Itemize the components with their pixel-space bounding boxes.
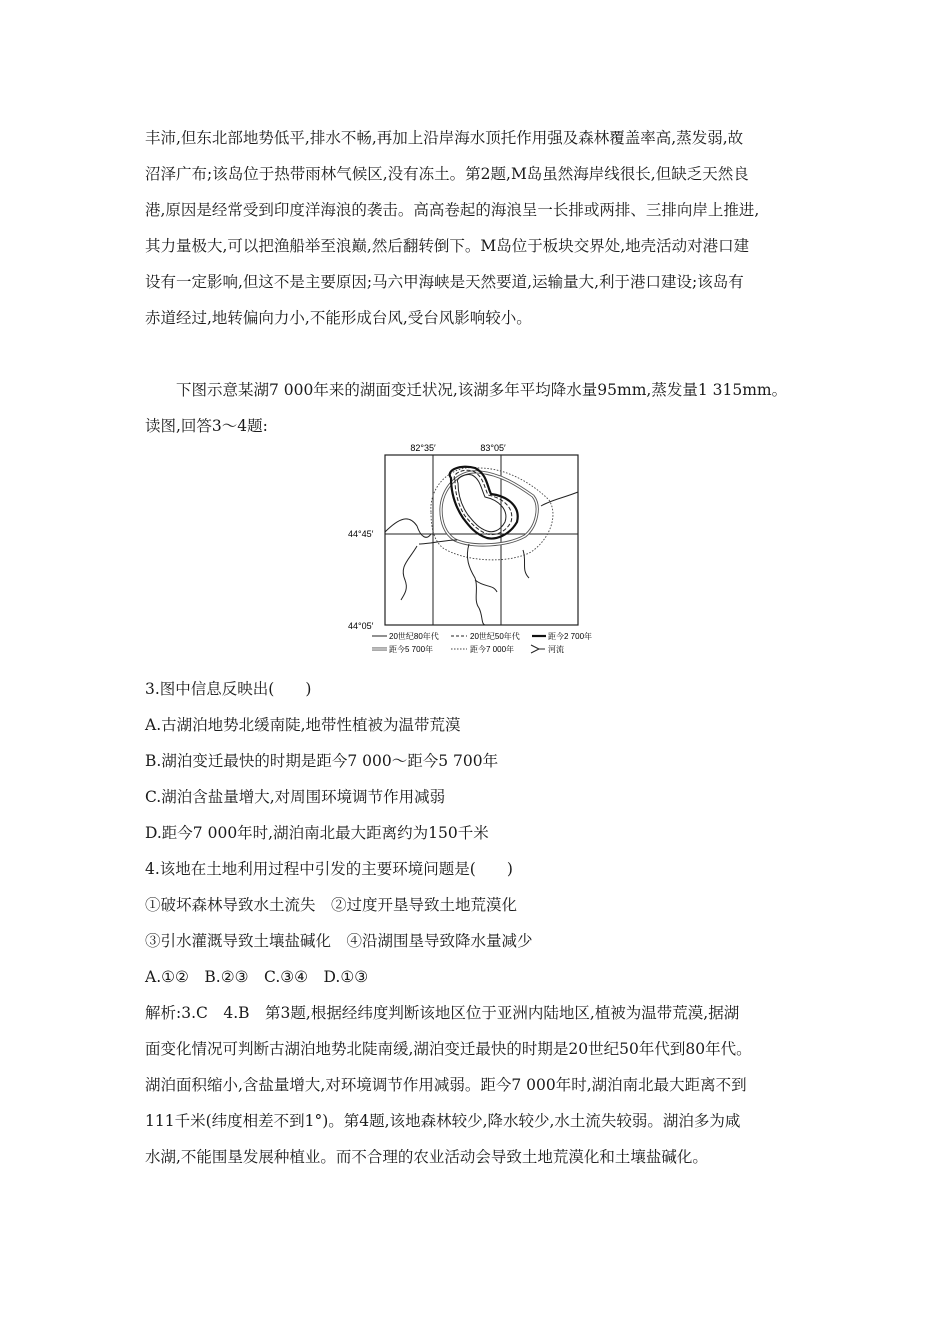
analysis-line: 面变化情况可判断古湖泊地势北陡南缓,湖泊变迁最快的时期是20世纪50年代到80年代。 — [145, 1040, 752, 1058]
legend-label: 距今2 700年 — [548, 632, 593, 641]
legend-label: 距今7 000年 — [470, 645, 515, 654]
legend-label: 距今5 700年 — [389, 645, 434, 654]
intro-line: 设有一定影响,但这不是主要原因;马六甲海峡是天然要道,运输量大,利于港口建设;该岛有 — [145, 273, 744, 291]
analysis-paragraph — [145, 995, 810, 1175]
question-4-choices: A.①② B.②③ C.③④ D.①③ — [145, 968, 369, 986]
question-4-stem: 4.该地在土地利用过程中引发的主要环境问题是( ) — [145, 860, 513, 878]
river — [541, 492, 578, 506]
river-icon — [531, 645, 545, 653]
question-3-stem: 3.图中信息反映出( ) — [145, 680, 312, 698]
intro-line: 丰沛,但东北部地势低平,排水不畅,再加上沿岸海水顶托作用强及森林覆盖率高,蒸发弱,故 — [145, 129, 744, 147]
intro-line: 港,原因是经常受到印度洋海浪的袭击。高高卷起的海浪呈一长排或两排、三排向岸上推进, — [145, 201, 760, 219]
legend-label: 20世纪50年代 — [470, 632, 520, 641]
prompt-paragraph — [145, 372, 810, 444]
river — [523, 550, 529, 578]
question-4-items-1: ①破坏森林导致水土流失 ②过度开垦导致土地荒漠化 — [145, 896, 518, 914]
intro-line: 赤道经过,地转偏向力小,不能形成台风,受台风影响较小。 — [145, 309, 532, 327]
question-3-option-b: B.湖泊变迁最快的时期是距今7 000～距今5 700年 — [145, 752, 499, 770]
legend-label: 20世纪80年代 — [389, 632, 439, 641]
prompt-line: 读图,回答3～4题: — [145, 417, 268, 435]
river — [385, 519, 431, 537]
analysis-line: 水湖,不能围垦发展种植业。而不合理的农业活动会导致土地荒漠化和土壤盐碱化。 — [145, 1148, 708, 1166]
question-4-items-2: ③引水灌溉导致土壤盐碱化 ④沿湖围垦导致降水量减少 — [145, 932, 533, 950]
lat-label: 44°45′ — [348, 529, 374, 539]
analysis-line: 111千米(纬度相差不到1°)。第4题,该地森林较少,降水较少,水土流失较弱。湖泊多为咸 — [145, 1112, 741, 1130]
lake-outline-1980s — [457, 475, 505, 532]
lon-label: 82°35′ — [410, 443, 436, 453]
intro-line: 沼泽广布;该岛位于热带雨林气候区,没有冻土。第2题,M岛虽然海岸线很长,但缺乏天然良 — [145, 165, 749, 183]
legend-label: 河流 — [548, 645, 564, 654]
analysis-line: 湖泊面积缩小,含盐量增大,对环境调节作用减弱。距今7 000年时,湖泊南北最大距离不到 — [145, 1076, 747, 1094]
lat-label: 44°05′ — [348, 621, 374, 631]
question-3-option-a: A.古湖泊地势北缓南陡,地带性植被为温带荒漠 — [145, 716, 461, 734]
lake-change-map — [345, 440, 605, 665]
question-3-option-d: D.距今7 000年时,湖泊南北最大距离约为150千米 — [145, 824, 489, 842]
river — [401, 546, 417, 600]
intro-line: 其力量极大,可以把渔船举至浪巅,然后翻转倒下。M岛位于板块交界处,地壳活动对港口建 — [145, 237, 750, 255]
map-frame — [385, 455, 578, 625]
intro-paragraph — [145, 120, 810, 336]
prompt-line: 下图示意某湖7 000年来的湖面变迁状况,该湖多年平均降水量95mm,蒸发量1 315mm。 — [176, 381, 788, 399]
question-3-option-c: C.湖泊含盐量增大,对周围环境调节作用减弱 — [145, 788, 446, 806]
lon-label: 83°05′ — [480, 443, 506, 453]
river — [475, 580, 497, 592]
analysis-line: 解析:3.C 4.B 第3题,根据经纬度判断该地区位于亚洲内陆地区,植被为温带荒漠,据湖 — [145, 1004, 740, 1022]
